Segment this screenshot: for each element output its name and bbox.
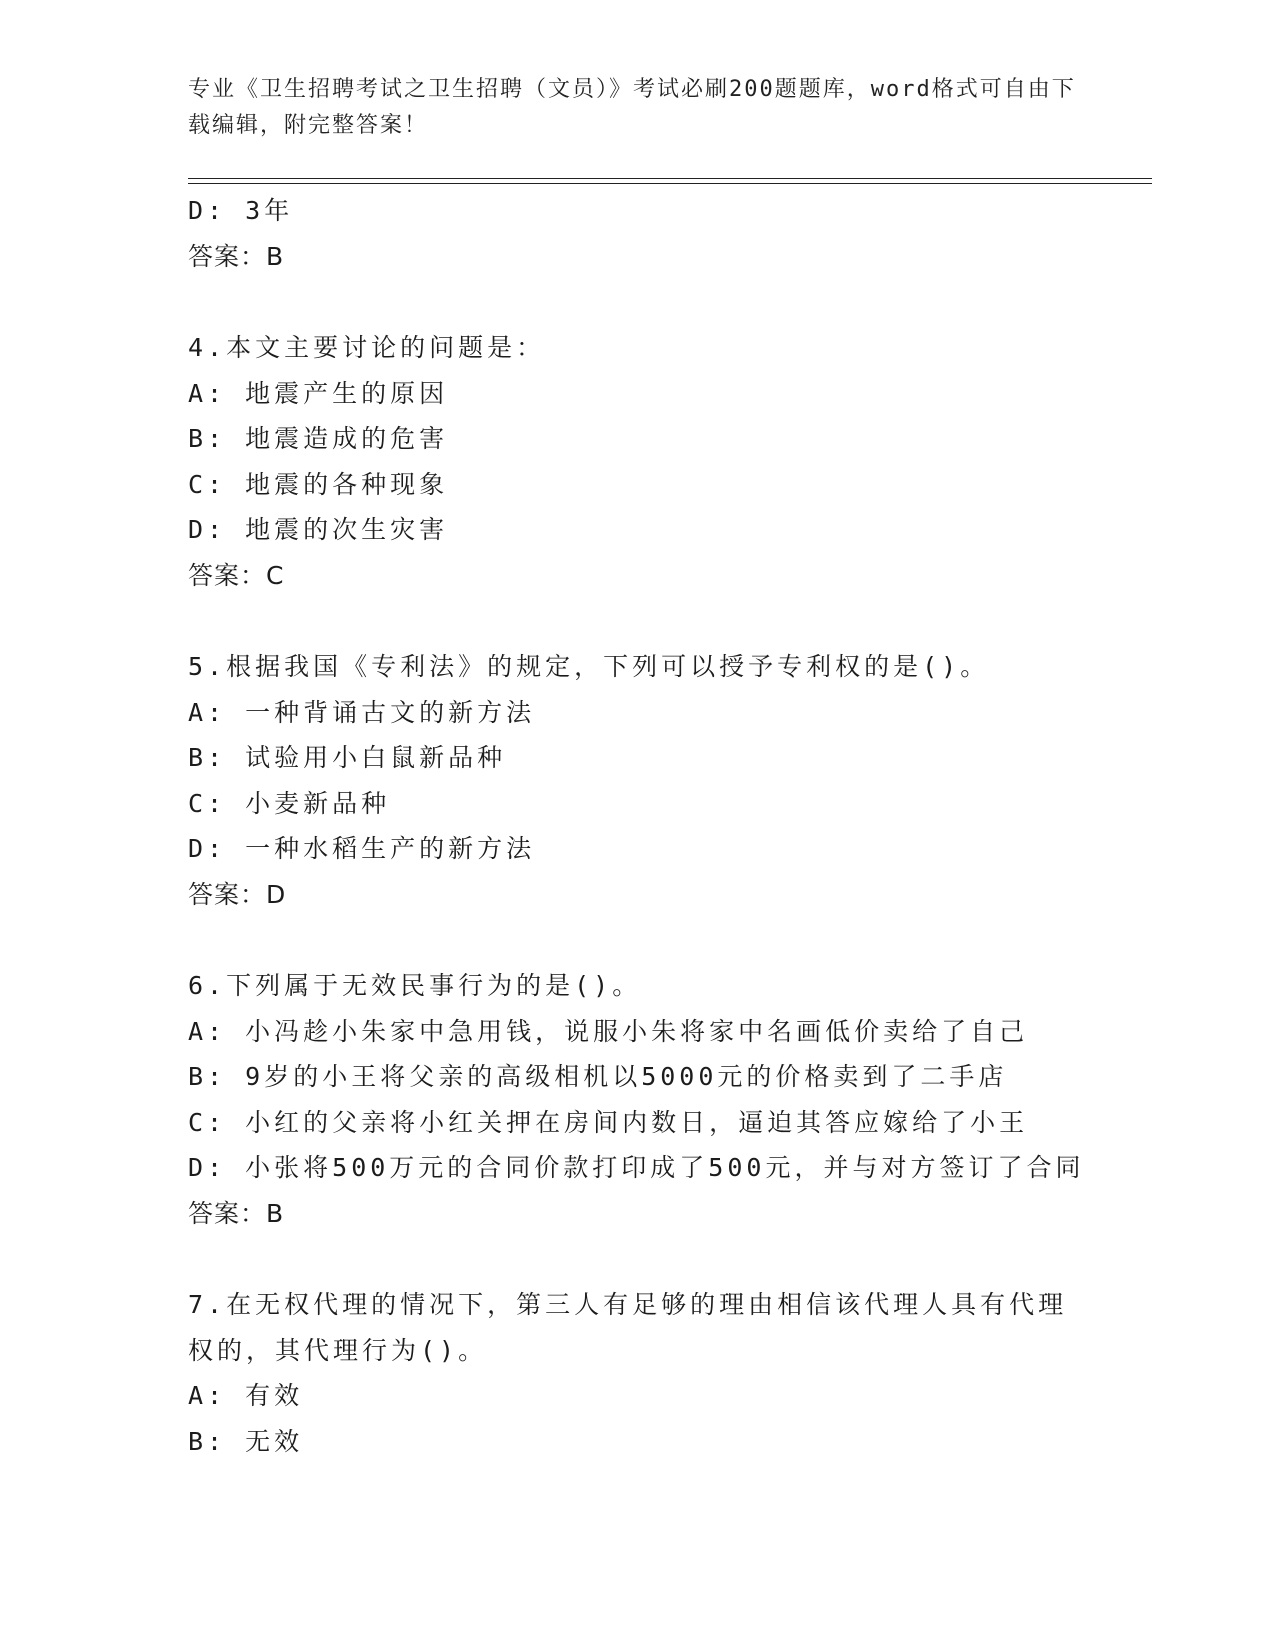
question-stem-continued: 权的，其代理行为()。 — [188, 1335, 488, 1365]
option-a: A: 一种背诵古文的新方法 — [188, 697, 536, 727]
option-c: C: 小红的父亲将小红关押在房间内数日，逼迫其答应嫁给了小王 — [188, 1107, 1029, 1137]
option-d: D: 小张将500万元的合同价款打印成了500元，并与对方签订了合同 — [188, 1153, 1085, 1182]
question-stem: 7.在无权代理的情况下，第三人有足够的理由相信该代理人具有代理 — [188, 1290, 1068, 1319]
spacer — [188, 598, 1088, 644]
option-d: D: 一种水稻生产的新方法 — [188, 834, 536, 863]
answer-line: 答案：B — [188, 1198, 285, 1228]
answer-line: 答案：D — [188, 879, 287, 909]
question-list — [188, 188, 1088, 1464]
question-stem: 5.根据我国《专利法》的规定，下列可以授予专利权的是()。 — [188, 652, 990, 681]
spacer — [188, 1236, 1088, 1282]
question-stem: 4.本文主要讨论的问题是： — [188, 333, 546, 362]
header-divider-top — [188, 178, 1152, 179]
option-b: B: 无效 — [188, 1426, 304, 1456]
header-divider-bottom — [188, 183, 1152, 184]
question-stem: 6.下列属于无效民事行为的是()。 — [188, 971, 642, 1000]
option-a: A: 有效 — [188, 1381, 304, 1410]
answer-line: 答案：B — [188, 241, 285, 271]
option-d: D: 3年 — [188, 196, 294, 225]
option-b: B: 地震造成的危害 — [188, 424, 449, 453]
option-b: B: 9岁的小王将父亲的高级相机以5000元的价格卖到了二手店 — [188, 1062, 1008, 1091]
answer-line: 答案：C — [188, 560, 285, 590]
option-b: B: 试验用小白鼠新品种 — [188, 743, 507, 772]
option-d: D: 地震的次生灾害 — [188, 515, 449, 544]
option-a: A: 地震产生的原因 — [188, 378, 449, 408]
option-a: A: 小冯趁小朱家中急用钱，说服小朱将家中名画低价卖给了自己 — [188, 1016, 1029, 1046]
option-c: C: 地震的各种现象 — [188, 469, 449, 499]
spacer — [188, 917, 1088, 963]
spacer — [188, 279, 1088, 325]
document-header: 专业《卫生招聘考试之卫生招聘（文员）》考试必刷200题题库，word格式可自由下载编辑，附完整答案！ — [188, 77, 1076, 138]
option-c: C: 小麦新品种 — [188, 788, 391, 818]
